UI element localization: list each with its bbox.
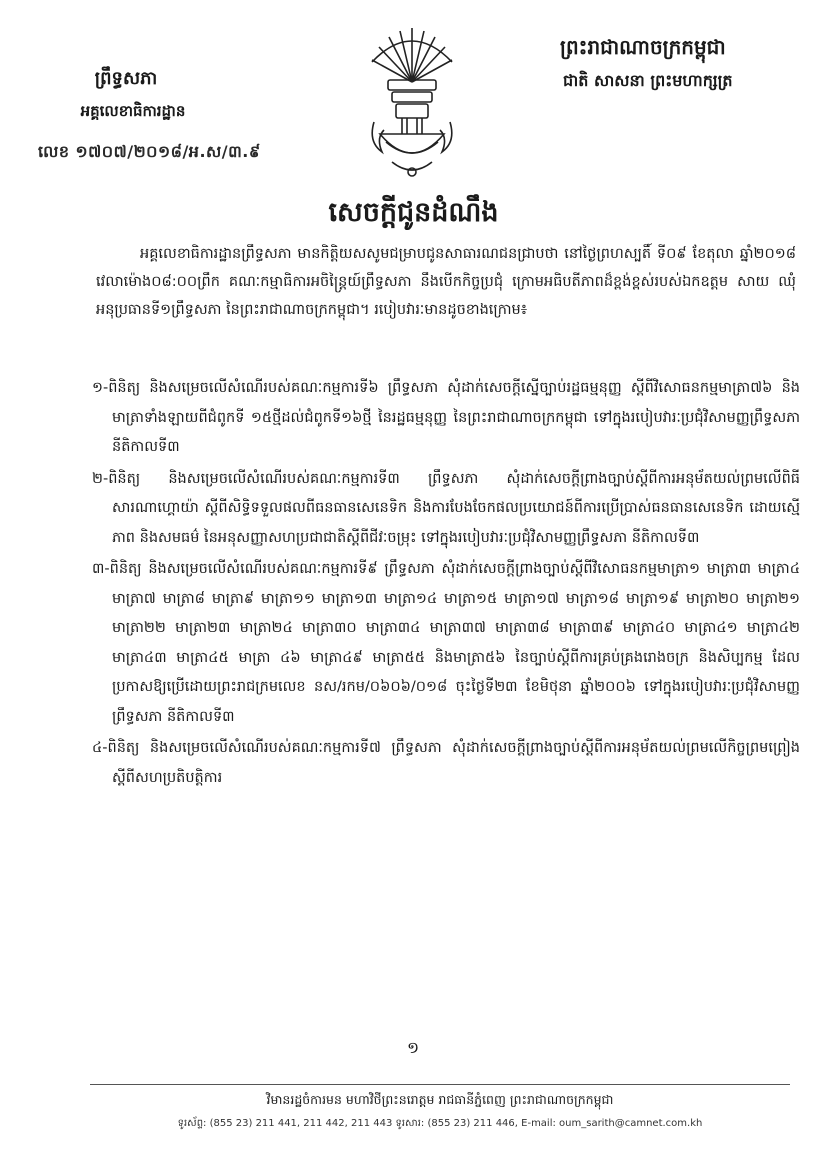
footer-divider [90,1084,790,1085]
institution-name: ព្រឹទ្ធសភា [94,68,158,89]
agenda-list [92,374,800,795]
kingdom-heading: ព្រះរាជាណាចក្រកម្ពុជា [560,35,726,59]
agenda-item: ២-ពិនិត្យ និងសម្រេចលើសំណើរបស់គណៈកម្មការទី៣ ព្រឹទ្ធសភា សុំដាក់សេចក្តីព្រាងច្បាប់ស្តីពីការអនុម័តយល់ព្រមលើពិធីសារណាហ្គោយ៉ា ស្តីពីសិទ្ធិទទួលផលពីធនធានសេនេទិក និងការបែងចែកផលប្រយោជន៍ពីការប្រើប្រាស់ធនធានសេនេទិក ដោយស្មើភាព និងសមធម៌ នៃអនុសញ្ញាសហប្រជាជាតិស្តីពីជីវៈចម្រុះ ទៅក្នុងរបៀបវារៈប្រជុំវិសាមញ្ញព្រឹទ្ធសភា នីតិកាលទី៣ [92,470,800,546]
agenda-item: ៤-ពិនិត្យ និងសម្រេចលើសំណើរបស់គណៈកម្មការទី៧ ព្រឹទ្ធសភា សុំដាក់សេចក្តីព្រាងច្បាប់ស្តីពីការអនុម័តយល់ព្រមលើកិច្ចព្រមព្រៀង ស្តីពីសហប្រតិបត្តិការ [92,740,800,786]
senate-emblem-icon [362,22,462,182]
agenda-item: ១-ពិនិត្យ និងសម្រេចលើសំណើរបស់គណៈកម្មការទី៦ ព្រឹទ្ធសភា សុំដាក់សេចក្តីស្នើច្បាប់រដ្ឋធម្មនុញ្ញ ស្តីពីវិសោធនកម្មមាត្រា៧៦ និងមាត្រាទាំងឡាយពីជំពូកទី ១៥ថ្មីដល់ជំពូកទី១៦ថ្មី នៃរដ្ឋធម្មនុញ្ញ នៃព្រះរាជាណាចក្រកម្ពុជា ទៅក្នុងរបៀបវារៈប្រជុំវិសាមញ្ញព្រឹទ្ធសភា នីតិកាលទី៣ [92,380,800,455]
agenda-item: ៣-ពិនិត្យ និងសម្រេចលើសំណើរបស់គណៈកម្មការទី៩ ព្រឹទ្ធសភា សុំដាក់សេចក្តីព្រាងច្បាប់ស្តីពីវិសោធនកម្មមាត្រា១ មាត្រា៣ មាត្រា៤ មាត្រា៧ មាត្រា៨ មាត្រា៩ មាត្រា១១ មាត្រា១៣ មាត្រា១៤ មាត្រា១៥ មាត្រា១៧ មាត្រា១៨ មាត្រា១៩ មាត្រា២០ មាត្រា២១ មាត្រា២២ មាត្រា២៣ មាត្រា២៤ មាត្រា៣០ មាត្រា៣៤ មាត្រា៣៧ មាត្រា៣៨ មាត្រា៣៩ មាត្រា៤០ មាត្រា៤១ មាត្រា៤២ មាត្រា៤៣ មាត្រា៤៥ មាត្រា ៤៦ មាត្រា៤៩ មាត្រា៥៥ និងមាត្រា៥៦ នៃច្បាប់ស្តីពីការគ្រប់គ្រងរោងចក្រ និងសិប្បកម្ម ដែលប្រកាសឱ្យប្រើដោយព្រះរាជក្រមលេខ នស/រកម/០៦០៦/០១៨ ចុះថ្ងៃទី២៣ ខែមិថុនា ឆ្នាំ២០០៦ ទៅក្នុងរបៀបវារៈប្រជុំវិសាមញ្ញព្រឹទ្ធសភា នីតិកាលទី៣ [92,561,800,725]
footer-contact: ទូរស័ព្ទ: (855 23) 211 441, 211 442, 211 443 ទូរសារ: (855 23) 211 446, E-mail: oum_sarith@camnet.com.kh [177,1118,703,1129]
document-title: សេចក្តីជូនដំណឹង [328,197,499,228]
department-name: អគ្គលេខាធិការដ្ឋាន [80,102,186,120]
national-motto: ជាតិ សាសនា ព្រះមហាក្សត្រ [563,71,733,90]
reference-number: លេខ ១៧០៧/២០១៨/អ.ស/៣.៩ [38,142,261,161]
page-number: ១ [406,1038,420,1057]
intro-paragraph: អគ្គលេខាធិការដ្ឋានព្រឹទ្ធសភា មានកិត្តិយសសូមជម្រាបជូនសាធារណជនជ្រាបថា នៅថ្ងៃព្រហស្បតិ៍ ទី០៩ ខែតុលា ឆ្នាំ២០១៨ វេលាម៉ោង០៨:០០ព្រឹក គណៈកម្មាធិការអចិន្ត្រៃយ៍ព្រឹទ្ធសភា នឹងបើកកិច្ចប្រជុំ ក្រោមអធិបតីភាពដ៏ខ្ពង់ខ្ពស់របស់ឯកឧត្តម សាយ ឈុំ អនុប្រធានទី១ព្រឹទ្ធសភា នៃព្រះរាជាណាចក្រកម្ពុជា។ របៀបវារៈមានដូចខាងក្រោម៖ [96,246,796,318]
footer-address: វិមានរដ្ឋចំការមន មហាវិថីព្រះនរោត្តម រាជធានីភ្នំពេញ ព្រះរាជាណាចក្រកម្ពុជា [266,1092,614,1107]
